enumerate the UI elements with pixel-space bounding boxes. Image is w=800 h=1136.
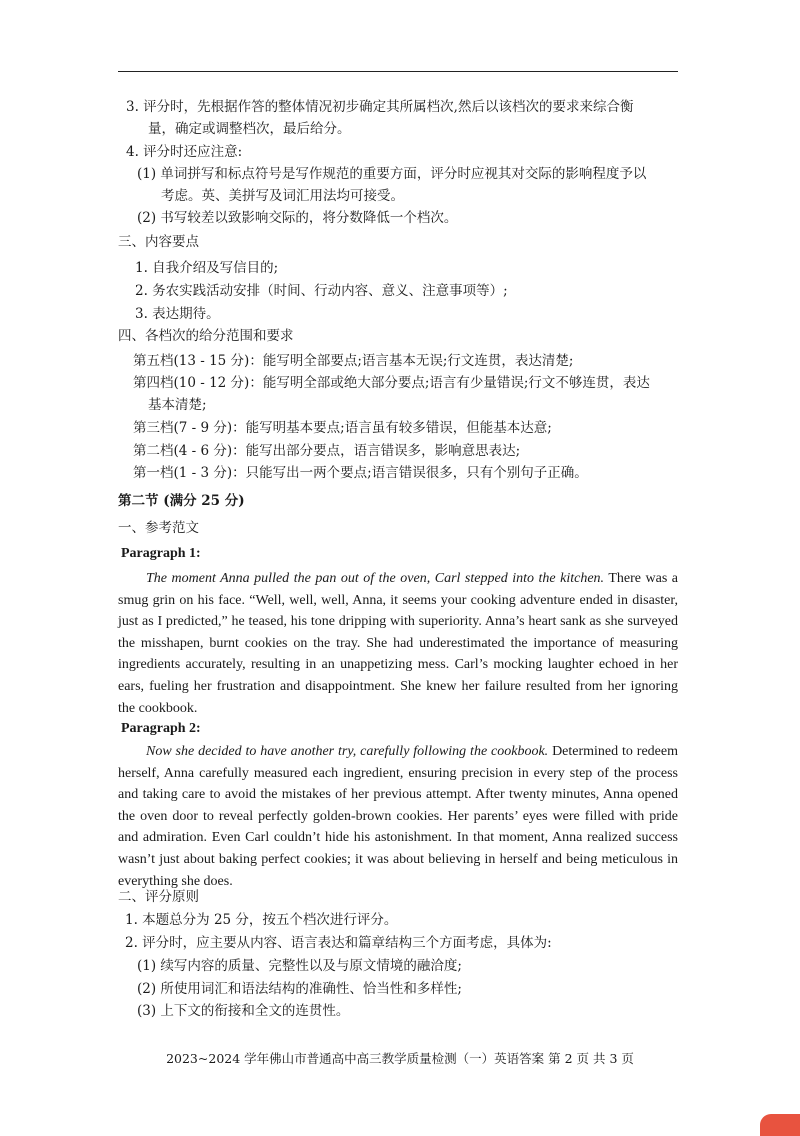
principle-2-1: (1) 续写内容的质量、完整性以及与原文情境的融洽度;	[137, 958, 462, 974]
paragraph-2-label: Paragraph 2:	[121, 721, 201, 736]
scoring-principles-heading: 二、评分原则	[118, 889, 199, 905]
scoring-item-4: 4. 评分时还应注意:	[126, 144, 243, 160]
content-point-3: 3. 表达期待。	[135, 306, 220, 322]
paragraph-2-text	[118, 741, 678, 892]
paragraph-2-body: Determined to redeem herself, Anna carefully measured each ingredient, ensuring precision in every step of the process and taking care to avoid the mistakes of her previous attempt. After twenty minutes, Anna opened the oven door to reveal perfectly golden-brown cookies. Her parents’ eyes were filled with pride and admiration. Even Carl couldn’t hide his astonishment. In that moment, Anna realized success wasn’t just about baking perfect cookies; it was about believing in herself and being meticulous in everything she does.	[118, 744, 678, 889]
content-points-heading: 三、内容要点	[118, 234, 199, 250]
grade-levels-heading: 四、各档次的给分范围和要求	[118, 328, 294, 344]
grade-level-4: 第四档(10 - 12 分)：能写明全部或绝大部分要点;语言有少量错误;行文不够连贯，表达	[133, 375, 650, 391]
scoring-item-4-2: (2) 书写较差以致影响交际的，将分数降低一个档次。	[137, 210, 458, 226]
principle-2: 2. 评分时，应主要从内容、语言表达和篇章结构三个方面考虑，具体为:	[125, 935, 552, 951]
paragraph-1-text	[118, 568, 678, 719]
grade-level-3: 第三档(7 - 9 分)：能写明基本要点;语言虽有较多错误，但能基本达意;	[133, 420, 552, 436]
page-footer: 2023~2024 学年佛山市普通高中高三教学质量检测（一）英语答案 第 2 页 共 3 页	[166, 1051, 634, 1066]
paragraph-2-lead-sentence: Now she decided to have another try, carefully following the cookbook.	[146, 744, 549, 759]
scoring-item-4-1: (1) 单词拼写和标点符号是写作规范的重要方面，评分时应视其对交际的影响程度予以	[137, 166, 647, 182]
scoring-item-4-1-cont: 考虑。英、美拼写及词汇用法均可接受。	[161, 188, 404, 204]
section-2-title: 第二节 (满分 25 分)	[118, 493, 245, 509]
principle-2-3: (3) 上下文的衔接和全文的连贯性。	[137, 1003, 350, 1019]
scoring-item-3-cont: 量，确定或调整档次，最后给分。	[148, 121, 351, 137]
grade-level-1: 第一档(1 - 3 分)：只能写出一两个要点;语言错误很多，只有个别句子正确。	[133, 465, 588, 481]
corner-badge	[760, 1114, 800, 1136]
paragraph-1-label: Paragraph 1:	[121, 546, 201, 561]
scoring-item-3: 3. 评分时，先根据作答的整体情况初步确定其所属档次,然后以该档次的要求来综合衡	[126, 99, 634, 115]
grade-level-5: 第五档(13 - 15 分)：能写明全部要点;语言基本无误;行文连贯，表达清楚;	[133, 353, 574, 369]
principle-2-2: (2) 所使用词汇和语法结构的准确性、恰当性和多样性;	[137, 981, 462, 997]
model-essay-heading: 一、参考范文	[118, 520, 199, 536]
grade-level-4-cont: 基本清楚;	[148, 397, 207, 413]
paragraph-1-lead-sentence: The moment Anna pulled the pan out of the oven, Carl stepped into the kitchen.	[146, 571, 605, 586]
grade-level-2: 第二档(4 - 6 分)：能写出部分要点，语言错误多，影响意思表达;	[133, 443, 521, 459]
paragraph-1-body: There was a smug grin on his face. “Well, well, well, Anna, it seems your cooking adventure ended in disaster, just as I predicted,” he teased, his tone dripping with superiority. Anna’s heart sank as she surveyed the misshapen, burnt cookies on the tray. She had underestimated the importance of measuring ingredients accurately, resulting in an unappetizing mess. Carl’s mocking laughter echoed in her ears, fueling her frustration and disappointment. She knew her failure resulted from her ignoring the cookbook.	[118, 571, 678, 716]
content-point-1: 1. 自我介绍及写信目的;	[135, 260, 279, 276]
principle-1: 1. 本题总分为 25 分，按五个档次进行评分。	[125, 912, 398, 928]
content-point-2: 2. 务农实践活动安排（时间、行动内容、意义、注意事项等）;	[135, 283, 508, 299]
